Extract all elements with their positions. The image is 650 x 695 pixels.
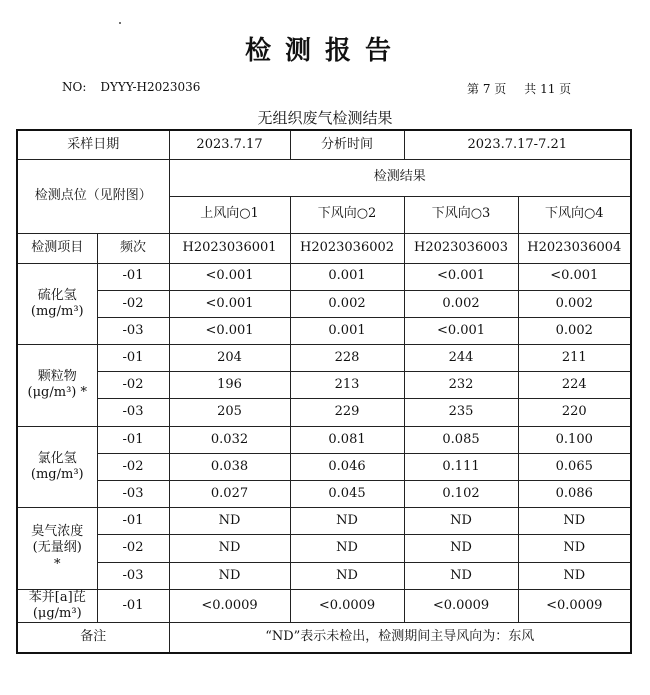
freq-cell: -01 [97, 589, 169, 623]
value-cell: 0.038 [169, 453, 290, 480]
value-cell: 0.002 [404, 290, 518, 317]
scan-dot [119, 22, 121, 24]
report-title: 检测报告 [244, 36, 405, 66]
data-row [17, 481, 631, 508]
data-row [17, 508, 631, 535]
value-cell: 0.001 [290, 317, 404, 344]
freq-label: 频次 [97, 233, 169, 263]
value-cell: <0.001 [169, 317, 290, 344]
freq-cell: -02 [97, 453, 169, 480]
value-cell: 244 [404, 345, 518, 372]
page-indicator [467, 80, 571, 97]
value-cell: 0.100 [518, 426, 631, 453]
results-table [16, 129, 632, 654]
freq-cell: -03 [97, 317, 169, 344]
freq-cell: -01 [97, 426, 169, 453]
point-4: 下风向○4 [518, 196, 631, 233]
remarks-text: “ND”表示未检出，检测期间主导风向为：东风 [169, 623, 631, 653]
item-unit: (无量纲) [32, 540, 82, 556]
item-name-cell [17, 508, 97, 590]
page-number: 第 7 页 [467, 82, 507, 96]
item-name: 颗粒物 [37, 369, 77, 385]
sampling-date: 2023.7.17 [169, 130, 290, 159]
item-name-cell [17, 263, 97, 345]
item-name: 苯并[a]芘 [28, 589, 86, 605]
value-cell: <0.0009 [169, 589, 290, 623]
table-title: 无组织废气检测结果 [257, 109, 393, 127]
sample-id-3: H2023036003 [404, 233, 518, 263]
analysis-time-label: 分析时间 [290, 130, 404, 159]
value-cell: 232 [404, 372, 518, 399]
value-cell: 0.102 [404, 481, 518, 508]
value-cell: ND [404, 508, 518, 535]
report-number [62, 80, 200, 94]
value-cell: ND [290, 508, 404, 535]
value-cell: 0.001 [290, 263, 404, 290]
data-row [17, 399, 631, 426]
remarks-row [17, 623, 631, 653]
freq-cell: -03 [97, 562, 169, 589]
value-cell: 0.002 [518, 290, 631, 317]
value-cell: ND [169, 535, 290, 562]
results-table-body [17, 130, 631, 653]
sample-id-4: H2023036004 [518, 233, 631, 263]
results-header-row [17, 159, 631, 196]
value-cell: 205 [169, 399, 290, 426]
value-cell: ND [404, 535, 518, 562]
meta-row [17, 130, 631, 159]
data-row [17, 562, 631, 589]
data-row [17, 535, 631, 562]
value-cell: <0.0009 [518, 589, 631, 623]
freq-cell: -01 [97, 508, 169, 535]
value-cell: ND [169, 562, 290, 589]
freq-cell: -01 [97, 345, 169, 372]
value-cell: 228 [290, 345, 404, 372]
analysis-time: 2023.7.17-7.21 [404, 130, 631, 159]
data-row [17, 263, 631, 290]
item-name-cell [17, 345, 97, 427]
point-1: 上风向○1 [169, 196, 290, 233]
value-cell: ND [518, 562, 631, 589]
item-name: 臭气浓度 [31, 524, 84, 540]
value-cell: 213 [290, 372, 404, 399]
value-cell: 0.065 [518, 453, 631, 480]
data-row [17, 290, 631, 317]
value-cell: 224 [518, 372, 631, 399]
value-cell: ND [169, 508, 290, 535]
item-unit: (mg/m³) [30, 303, 84, 319]
page-total: 共 11 页 [524, 82, 572, 96]
value-cell: 0.046 [290, 453, 404, 480]
value-cell: 0.085 [404, 426, 518, 453]
data-row [17, 453, 631, 480]
value-cell: ND [290, 562, 404, 589]
item-name-cell [17, 426, 97, 508]
data-row [17, 317, 631, 344]
value-cell: 0.086 [518, 481, 631, 508]
remarks-label: 备注 [17, 623, 169, 653]
freq-cell: -02 [97, 290, 169, 317]
data-row [17, 589, 631, 623]
item-unit: (μg/m³) [32, 606, 82, 621]
point-3: 下风向○3 [404, 196, 518, 233]
results-label: 检测结果 [169, 159, 631, 196]
sample-id-row [17, 233, 631, 263]
item-label: 检测项目 [17, 233, 97, 263]
value-cell: <0.0009 [290, 589, 404, 623]
value-cell: 204 [169, 345, 290, 372]
points-label: 检测点位（见附图） [17, 159, 169, 233]
value-cell: 0.081 [290, 426, 404, 453]
sample-id-1: H2023036001 [169, 233, 290, 263]
value-cell: 0.045 [290, 481, 404, 508]
value-cell: <0.001 [518, 263, 631, 290]
value-cell: ND [290, 535, 404, 562]
item-name: 硫化氢 [37, 287, 77, 303]
report-number-value: DYYY-H2023036 [100, 80, 201, 94]
value-cell: 0.002 [290, 290, 404, 317]
value-cell: 196 [169, 372, 290, 399]
value-cell: ND [518, 535, 631, 562]
value-cell: 0.027 [169, 481, 290, 508]
data-row [17, 426, 631, 453]
value-cell: <0.001 [169, 290, 290, 317]
value-cell: 235 [404, 399, 518, 426]
data-row [17, 372, 631, 399]
item-name: 氯化氢 [37, 450, 77, 466]
value-cell: 220 [518, 399, 631, 426]
value-cell: <0.001 [169, 263, 290, 290]
freq-cell: -03 [97, 399, 169, 426]
value-cell: 0.111 [404, 453, 518, 480]
report-number-label: NO: [62, 80, 87, 94]
item-unit: (μg/m³) * [27, 385, 87, 401]
value-cell: <0.001 [404, 317, 518, 344]
item-note: * [54, 556, 61, 572]
sampling-date-label: 采样日期 [17, 130, 169, 159]
value-cell: ND [518, 508, 631, 535]
value-cell: 0.032 [169, 426, 290, 453]
point-2: 下风向○2 [290, 196, 404, 233]
item-unit: (mg/m³) [30, 466, 84, 482]
item-name-cell [17, 589, 97, 623]
value-cell: ND [404, 562, 518, 589]
value-cell: 0.002 [518, 317, 631, 344]
data-row [17, 345, 631, 372]
sample-id-2: H2023036002 [290, 233, 404, 263]
freq-cell: -02 [97, 372, 169, 399]
value-cell: 211 [518, 345, 631, 372]
freq-cell: -03 [97, 481, 169, 508]
freq-cell: -01 [97, 263, 169, 290]
value-cell: 229 [290, 399, 404, 426]
value-cell: <0.001 [404, 263, 518, 290]
freq-cell: -02 [97, 535, 169, 562]
value-cell: <0.0009 [404, 589, 518, 623]
